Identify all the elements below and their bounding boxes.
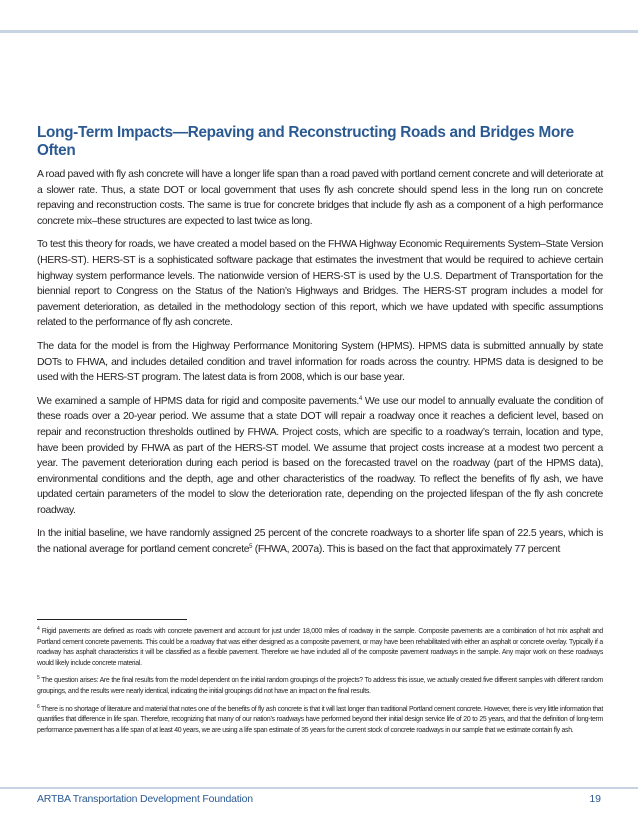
- footnote-6: [37, 705, 603, 737]
- paragraph-sample-text-a: We examined a sample of HPMS data for rigid and composite pavements.: [37, 395, 359, 407]
- footnote-rule: [37, 619, 187, 620]
- paragraph-data: The data for the model is from the Highway Performance Monitoring System (HPMS). HPMS data is submitted annually by state DOTs to FHWA, and includes detailed condition and travel information for roads across the country. HPMS data is designed to be used with the HERS-ST program. The latest data is from 2008, which is our base year.: [37, 340, 603, 384]
- paragraph-baseline-text-b: (FHWA, 2007a). This is based on the fact that approximately 77 percent: [252, 544, 560, 556]
- footnote-ref-4[interactable]: 4: [358, 395, 362, 402]
- header-rule: [0, 30, 638, 33]
- footer-organization: ARTBA Transportation Development Foundation: [37, 793, 253, 805]
- footnotes: [37, 627, 603, 743]
- paragraph-sample-text-b: We use our model to annually evaluate the condition of these roads over a 20-year period. We assume that a state DOT will repair a roadway once it reaches a deficient level, based on repair and reconstruction thresholds outlined by FHWA. Project costs, which are specific to a roadway’s terrain, location and type, have been provided by FHWA as part of the HERS-ST model. We assume that project costs increase at a modest two percent a year. The pavement deterioration during each period is based on the forecasted travel on the roadway (part of the HPMS data), environmental conditions and the depth, age and other characteristics of the roadway. To reflect the benefits of fly ash, we have updated certain parameters of the model to slow the deterioration rate, depending on the projected lifespan of the fly ash concrete roadway.: [37, 395, 603, 516]
- footnote-ref-5[interactable]: 5: [249, 544, 253, 551]
- body-text: [37, 167, 603, 566]
- section-heading: Long-Term Impacts—Repaving and Reconstructing Roads and Bridges More Often: [37, 124, 574, 159]
- footnote-5-number: 5: [37, 675, 40, 682]
- footnote-6-number: 6: [37, 703, 40, 710]
- footer-rule: [0, 787, 638, 789]
- paragraph-model: To test this theory for roads, we have created a model based on the FHWA Highway Economic Requirements System–State Version (HERS-ST). HERS-ST is a sophisticated software package that estimates the investment that would be required to achieve certain highway system performance levels. The nationwide version of HERS-ST is used by the U.S. Department of Transportation for the biennial report to Congress on the Status of the Nation’s Highways and Bridges. The HERS-ST program includes a model for pavement deterioration, as detailed in the methodology section of this report, which we have updated with specific assumptions related to the performance of fly ash concrete.: [37, 239, 603, 329]
- footnote-4: [37, 627, 603, 669]
- paragraph-baseline: [37, 526, 603, 557]
- footnote-6-text: There is no shortage of literature and material that notes one of the benefits of fly ash concrete is that it will last longer than traditional Portland cement concrete. However, there is very little information that quantifies that difference in life span. Therefore, recognizing that many of our nation’s roadways have performed beyond their initial design service life of 20 to 25 years, and that the definition of long-term performance pavement has a life span of at least 40 years, we are using a life span estimate of 35 years for the current stock of concrete roadways in our sample that we estimate contain fly ash.: [37, 705, 603, 734]
- page-number: 19: [589, 793, 601, 805]
- footnote-4-number: 4: [37, 626, 40, 632]
- paragraph-baseline-text-a: In the initial baseline, we have randomly assigned 25 percent of the concrete roadways to a shorter life span of 22.5 years, which is the national average for portland cement concrete: [37, 528, 603, 556]
- footnote-5: [37, 676, 603, 697]
- paragraph-intro: A road paved with fly ash concrete will have a longer life span than a road paved with portland cement concrete and will deteriorate at a slower rate. Thus, a state DOT or local government that uses fly ash concrete should spend less in the long run on concrete repaving and reconstruction costs. The same is true for concrete bridges that include fly ash as a component of a high performance concrete mix–these structures are expected to last twice as long.: [37, 169, 603, 227]
- footnote-4-text: Rigid pavements are defined as roads with concrete pavement and account for just under 18,000 miles of roadway in the sample. Composite pavements are a combination of hot mix asphalt and Portland cement concrete pavements. This could be a roadway that was either designed as a composite pavement, or may have been rehabilitated with either an asphalt or concrete overlay. Typically if a roadway has asphalt characteristics it will be classified as a flexible pavement. Therefore we have included all of the composite pavement roadways in the sample. Any major work on these roadways would likely include concrete material.: [37, 628, 603, 667]
- paragraph-sample: [37, 394, 603, 519]
- footnote-5-text: The question arises: Are the final results from the model dependent on the initial random groupings of the projects? To address this issue, we actually created five different samples with different random groupings, and the results were nearly identical, indicating the initial groupings did not have an impact on the final results.: [37, 677, 603, 695]
